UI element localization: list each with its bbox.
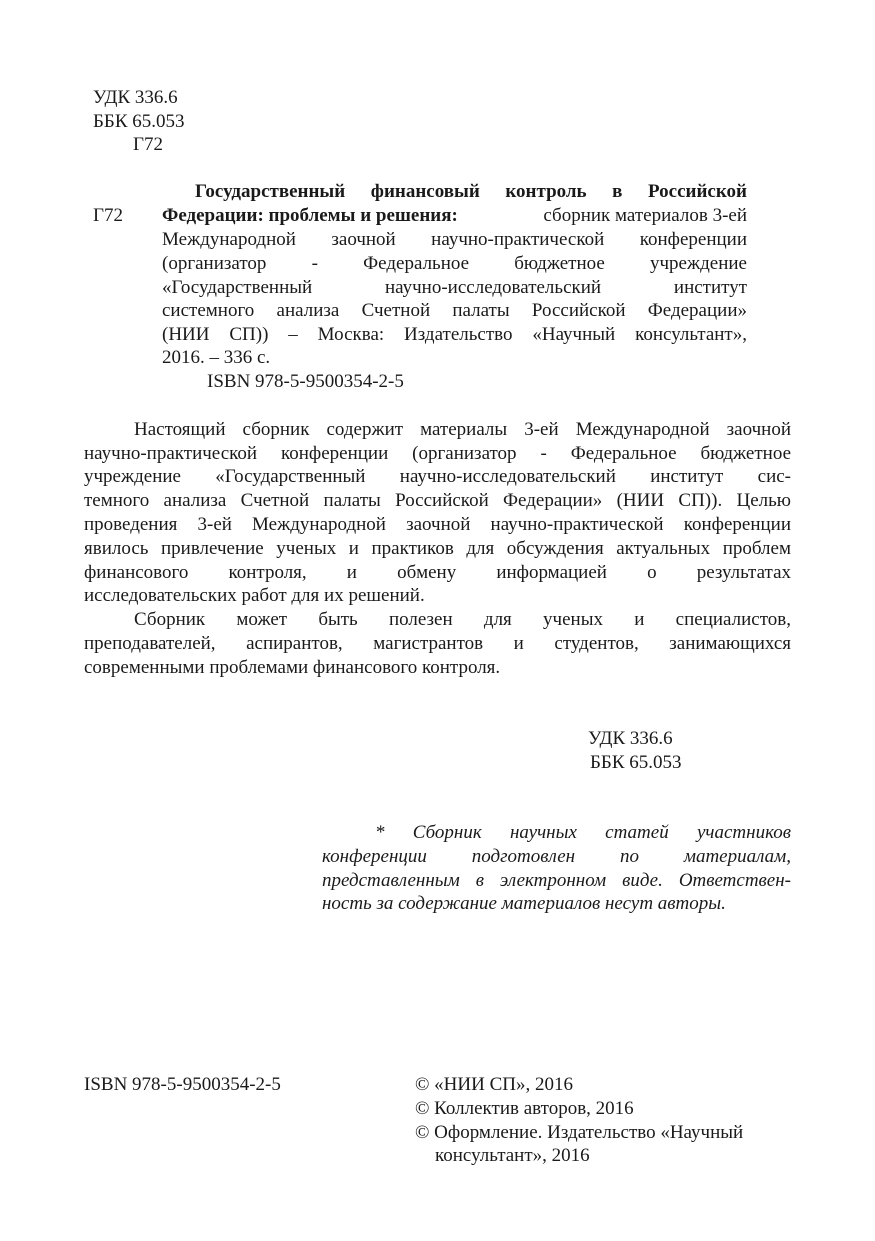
copyright-design: © Оформление. Издательство «Научный xyxy=(415,1122,744,1143)
class-bbk: ББК 65.053 xyxy=(590,752,682,773)
bib-mark: Г72 xyxy=(93,205,123,226)
abstract-line: Настоящий сборник содержит материалы 3-ей Международной заочной xyxy=(134,419,791,440)
header-udk: УДК 336.6 xyxy=(93,87,178,108)
note-line-last: ность за содержание материалов несут авторы. xyxy=(322,893,726,914)
abstract-p2-line: преподавателей, аспирантов, магистрантов и студентов, занимающихся xyxy=(84,633,791,654)
copyright-institute: © «НИИ СП», 2016 xyxy=(415,1074,573,1095)
bib-isbn: ISBN 978-5-9500354-2-5 xyxy=(207,371,404,392)
abstract-line: темного анализа Счетной палаты Российской Федерации» (НИИ СП)). Целью xyxy=(84,490,791,511)
abstract-line-last: исследовательских работ для их решений. xyxy=(84,585,425,606)
note-line: представленным в электронном виде. Ответствен- xyxy=(322,870,791,891)
bib-line: системного анализа Счетной палаты Российской Федерации» xyxy=(162,300,747,321)
note-line: * Сборник научных статей участников xyxy=(375,822,791,843)
class-udk: УДК 336.6 xyxy=(588,728,673,749)
bib-line: (НИИ СП)) – Москва: Издательство «Научный консультант», xyxy=(162,324,747,345)
bib-line-last: 2016. – 336 с. xyxy=(162,347,271,368)
bib-line: «Государственный научно-исследовательский институт xyxy=(162,277,747,298)
footer-isbn: ISBN 978-5-9500354-2-5 xyxy=(84,1074,281,1095)
bib-line: (организатор - Федеральное бюджетное учреждение xyxy=(162,253,747,274)
abstract-line: явилось привлечение ученых и практиков для обсуждения актуальных проблем xyxy=(84,538,791,559)
abstract-line: учреждение «Государственный научно-исследовательский институт сис- xyxy=(84,466,791,487)
note-line: конференции подготовлен по материалам, xyxy=(322,846,791,867)
bib-title-line1: Государственный финансовый контроль в Российской xyxy=(195,181,747,202)
abstract-line: проведения 3-ей Международной заочной научно-практической конференции xyxy=(84,514,791,535)
bib-title-line2 xyxy=(162,204,747,228)
bib-title-bold: Федерации: проблемы и решения: xyxy=(162,205,458,226)
abstract-p2-line: Сборник может быть полезен для ученых и специалистов, xyxy=(134,609,791,630)
abstract-p2-line-last: современными проблемами финансового контроля. xyxy=(84,657,501,678)
bib-title-rest: сборник материалов 3-ей xyxy=(543,205,747,226)
abstract-line: финансового контроля, и обмену информацией о результатах xyxy=(84,562,791,583)
copyright-design-cont: консультант», 2016 xyxy=(435,1145,590,1166)
abstract-line: научно-практической конференции (организатор - Федеральное бюджетное xyxy=(84,443,791,464)
copyright-authors: © Коллектив авторов, 2016 xyxy=(415,1098,634,1119)
header-bbk: ББК 65.053 xyxy=(93,111,185,132)
header-author-mark: Г72 xyxy=(133,134,163,155)
bib-line: Международной заочной научно-практической конференции xyxy=(162,229,747,250)
